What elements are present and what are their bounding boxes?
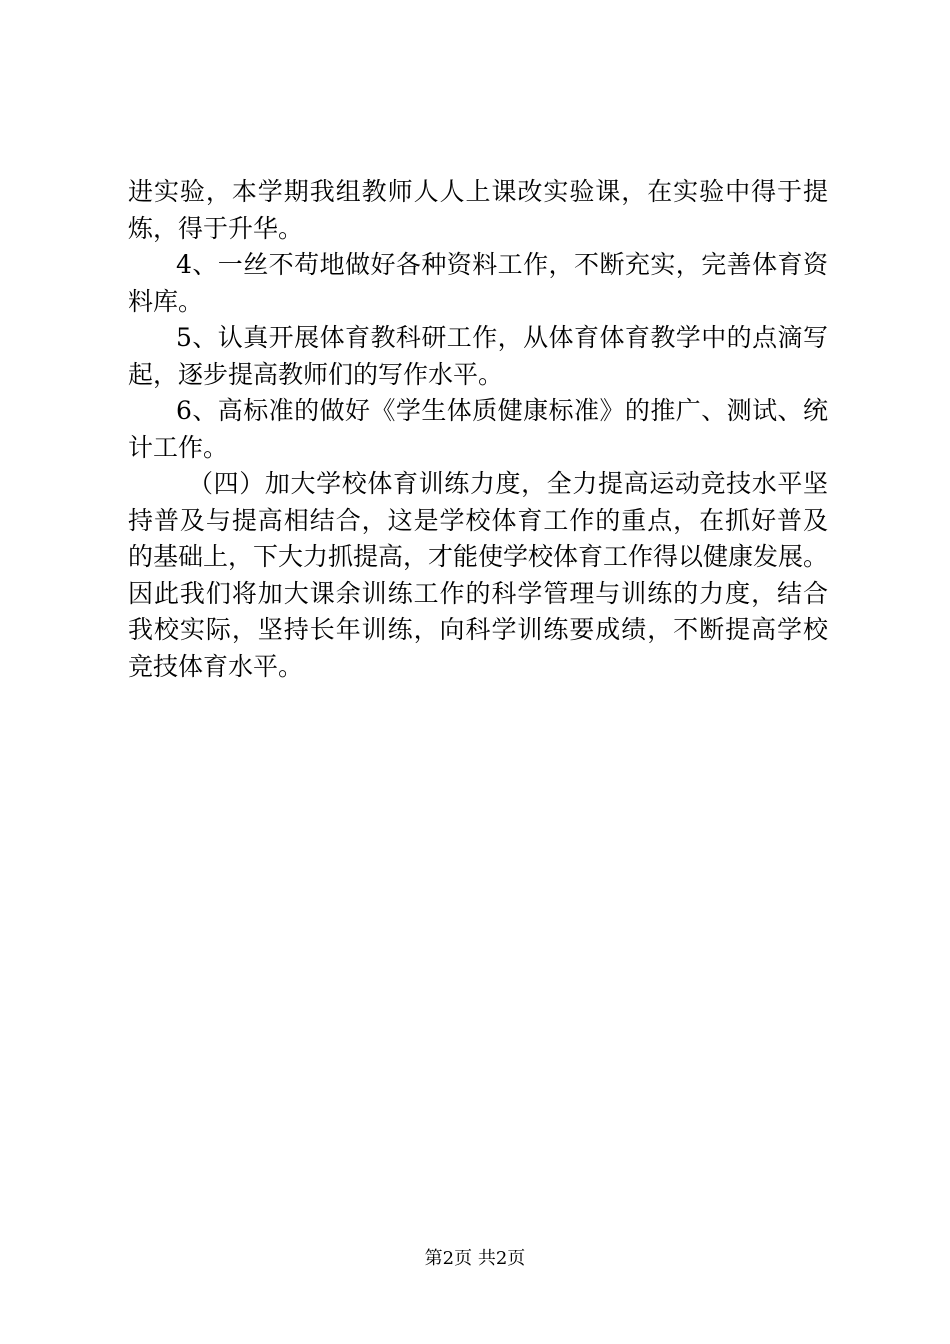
text-line: 计工作。	[128, 432, 229, 462]
text-line: 的基础上，下大力抓提高，才能使学校体育工作得以健康发展。	[128, 542, 829, 571]
list-item-6: 6、高标准的做好《学生体质健康标准》的推广、测试、统	[176, 396, 828, 425]
text-line: 因此我们将加大课余训练工作的科学管理与训练的力度，结合	[128, 578, 828, 608]
document-body	[128, 174, 828, 685]
text-line: 炼，得于升华。	[128, 213, 304, 243]
text-line: 持普及与提高相结合，这是学校体育工作的重点，在抓好普及	[128, 505, 828, 535]
page-number: 第2页 共2页	[424, 1248, 526, 1269]
section-heading-four: （四）加大学校体育训练力度，全力提高运动竞技水平坚	[188, 469, 828, 498]
list-item-5: 5、认真开展体育教科研工作，从体育体育教学中的点滴写	[176, 323, 828, 352]
text-line: 竞技体育水平。	[128, 651, 304, 681]
text-line: 进实验，本学期我组教师人人上课改实验课，在实验中得于提	[128, 177, 828, 206]
text-line: 起，逐步提高教师们的写作水平。	[128, 359, 504, 389]
list-item-4: 4、一丝不苟地做好各种资料工作，不断充实，完善体育资	[176, 250, 828, 279]
text-line: 料库。	[128, 286, 204, 316]
text-line: 我校实际，坚持长年训练，向科学训练要成绩，不断提高学校	[128, 615, 828, 644]
